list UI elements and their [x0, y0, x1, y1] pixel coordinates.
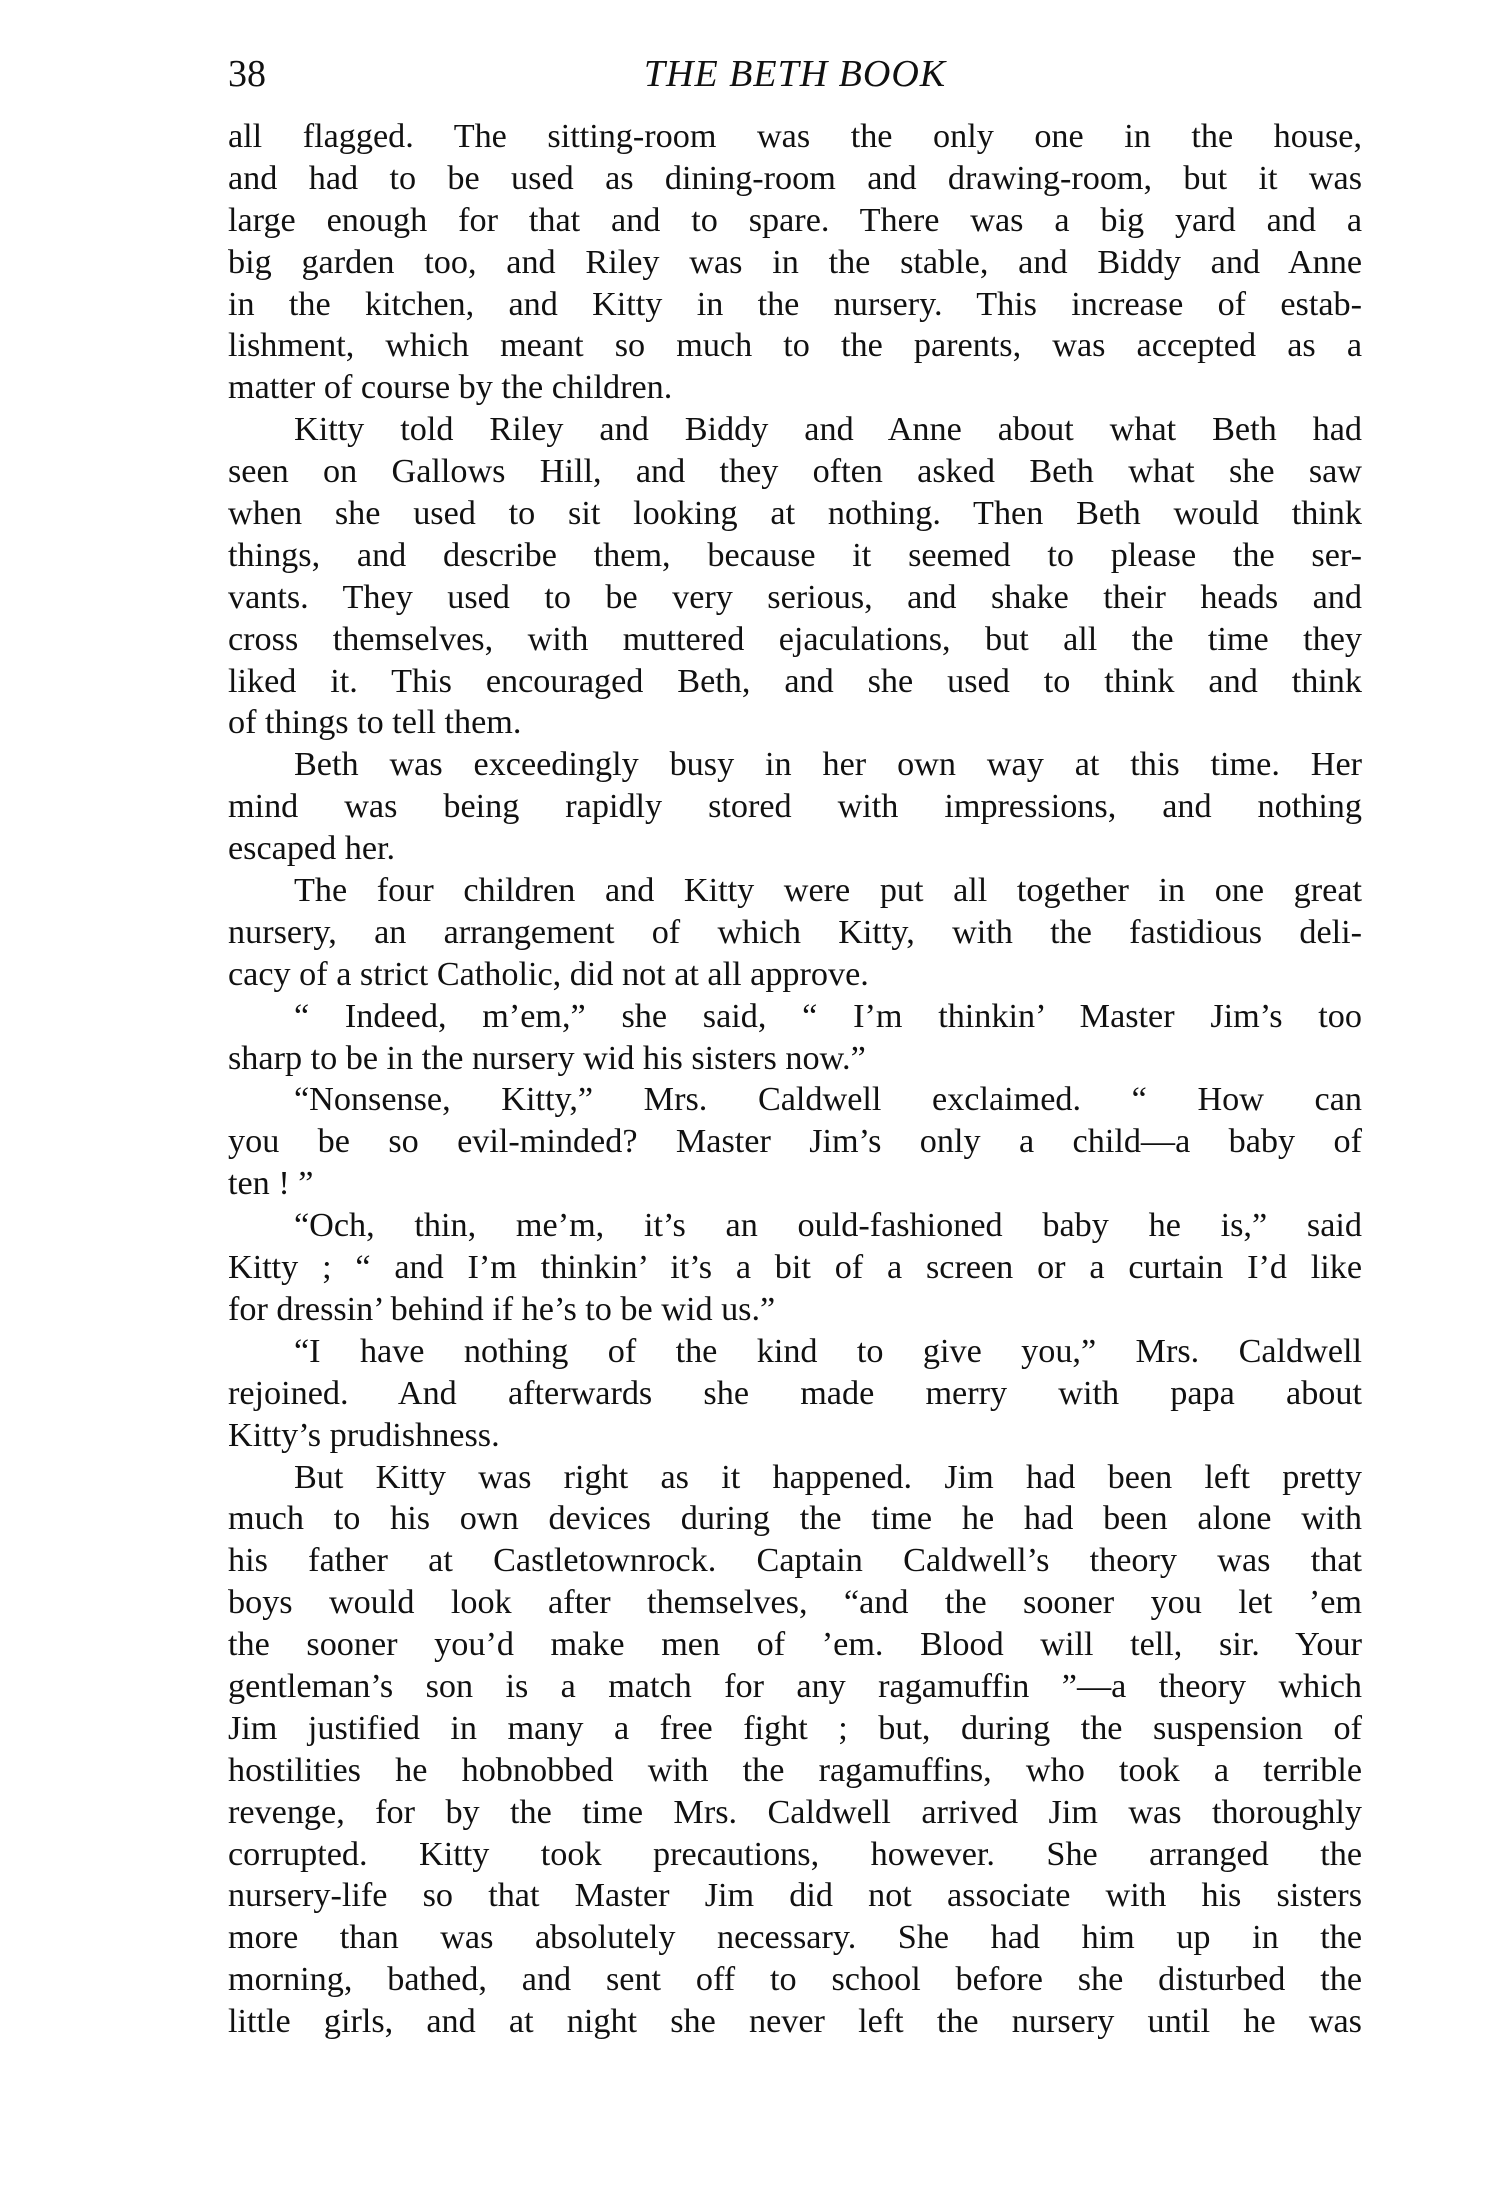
- text-line: more than was absolutely necessary. She had him up in the: [228, 1919, 1362, 1957]
- text-line: nursery-life so that Master Jim did not associate with his sisters: [228, 1877, 1362, 1915]
- paragraph: [228, 1457, 1362, 2043]
- text-line: ten ! ”: [228, 1165, 314, 1203]
- text-line: morning, bathed, and sent off to school before she disturbed the: [228, 1961, 1362, 1999]
- text-line: Beth was exceedingly busy in her own way at this time. Her: [294, 746, 1362, 784]
- paragraph: [228, 1331, 1362, 1457]
- text-line: revenge, for by the time Mrs. Caldwell arrived Jim was thoroughly: [228, 1793, 1362, 1831]
- text-line: large enough for that and to spare. There was a big yard and a: [228, 201, 1362, 239]
- text-line: “ Indeed, m’em,” she said, “ I’m thinkin’ Master Jim’s too: [294, 997, 1362, 1035]
- paragraph: [228, 116, 1362, 409]
- paragraph: [228, 996, 1362, 1080]
- text-line: for dressin’ behind if he’s to be wid us.”: [228, 1290, 776, 1328]
- text-line: the sooner you’d make men of ’em. Blood will tell, sir. Your: [228, 1626, 1362, 1664]
- paragraph: [228, 1205, 1362, 1331]
- text-line: much to his own devices during the time he had been alone with: [228, 1500, 1362, 1538]
- text-line: Jim justified in many a free fight ; but, during the suspension of: [228, 1709, 1362, 1747]
- page-number: 38: [228, 53, 266, 95]
- text-line: Kitty told Riley and Biddy and Anne about what Beth had: [294, 411, 1362, 449]
- text-line: rejoined. And afterwards she made merry with papa about: [228, 1374, 1362, 1412]
- body-text: [228, 116, 1362, 2043]
- text-line: boys would look after themselves, “and the sooner you let ’em: [228, 1584, 1362, 1622]
- text-line: The four children and Kitty were put all together in one great: [294, 872, 1362, 910]
- text-line: liked it. This encouraged Beth, and she used to think and think: [228, 662, 1362, 700]
- text-line: and had to be used as dining-room and drawing-room, but it was: [228, 159, 1362, 197]
- text-line: things, and describe them, because it seemed to please the ser-: [228, 536, 1362, 574]
- paragraph: [228, 409, 1362, 744]
- text-line: his father at Castletownrock. Captain Caldwell’s theory was that: [228, 1542, 1362, 1580]
- text-line: cacy of a strict Catholic, did not at all approve.: [228, 955, 869, 993]
- text-line: gentleman’s son is a match for any ragamuffin ”—a theory which: [228, 1667, 1362, 1705]
- text-line: sharp to be in the nursery wid his sisters now.”: [228, 1039, 866, 1077]
- text-line: nursery, an arrangement of which Kitty, with the fastidious deli-: [228, 913, 1362, 951]
- text-line: corrupted. Kitty took precautions, however. She arranged the: [228, 1835, 1362, 1873]
- text-line: “Och, thin, me’m, it’s an ould-fashioned baby he is,” said: [294, 1207, 1362, 1245]
- text-line: seen on Gallows Hill, and they often asked Beth what she saw: [228, 453, 1362, 491]
- running-title: THE BETH BOOK: [643, 53, 947, 95]
- paragraph: [228, 744, 1362, 870]
- text-line: “Nonsense, Kitty,” Mrs. Caldwell exclaimed. “ How can: [294, 1081, 1362, 1119]
- text-line: vants. They used to be very serious, and shake their heads and: [228, 578, 1362, 616]
- text-line: when she used to sit looking at nothing. Then Beth would think: [228, 495, 1362, 533]
- text-line: you be so evil-minded? Master Jim’s only a child—a baby of: [228, 1123, 1362, 1161]
- text-line: Kitty’s prudishness.: [228, 1416, 500, 1454]
- text-line: big garden too, and Riley was in the stable, and Biddy and Anne: [228, 243, 1362, 281]
- text-line: matter of course by the children.: [228, 369, 673, 407]
- text-line: escaped her.: [228, 830, 396, 868]
- text-line: lishment, which meant so much to the parents, was accepted as a: [228, 327, 1362, 365]
- paragraph: [228, 870, 1362, 996]
- text-line: “I have nothing of the kind to give you,” Mrs. Caldwell: [294, 1332, 1362, 1370]
- text-line: hostilities he hobnobbed with the ragamuffins, who took a terrible: [228, 1751, 1362, 1789]
- text-line: But Kitty was right as it happened. Jim had been left pretty: [294, 1458, 1362, 1496]
- text-line: of things to tell them.: [228, 704, 522, 742]
- paragraph: [228, 1079, 1362, 1205]
- text-line: mind was being rapidly stored with impressions, and nothing: [228, 788, 1362, 826]
- text-line: cross themselves, with muttered ejaculations, but all the time they: [228, 620, 1362, 658]
- text-line: all flagged. The sitting-room was the only one in the house,: [228, 118, 1362, 155]
- text-line: little girls, and at night she never left the nursery until he was: [228, 2003, 1362, 2041]
- text-line: Kitty ; “ and I’m thinkin’ it’s a bit of a screen or a curtain I’d like: [228, 1249, 1362, 1287]
- page-header: [228, 48, 1362, 100]
- text-line: in the kitchen, and Kitty in the nursery. This increase of estab-: [228, 285, 1362, 323]
